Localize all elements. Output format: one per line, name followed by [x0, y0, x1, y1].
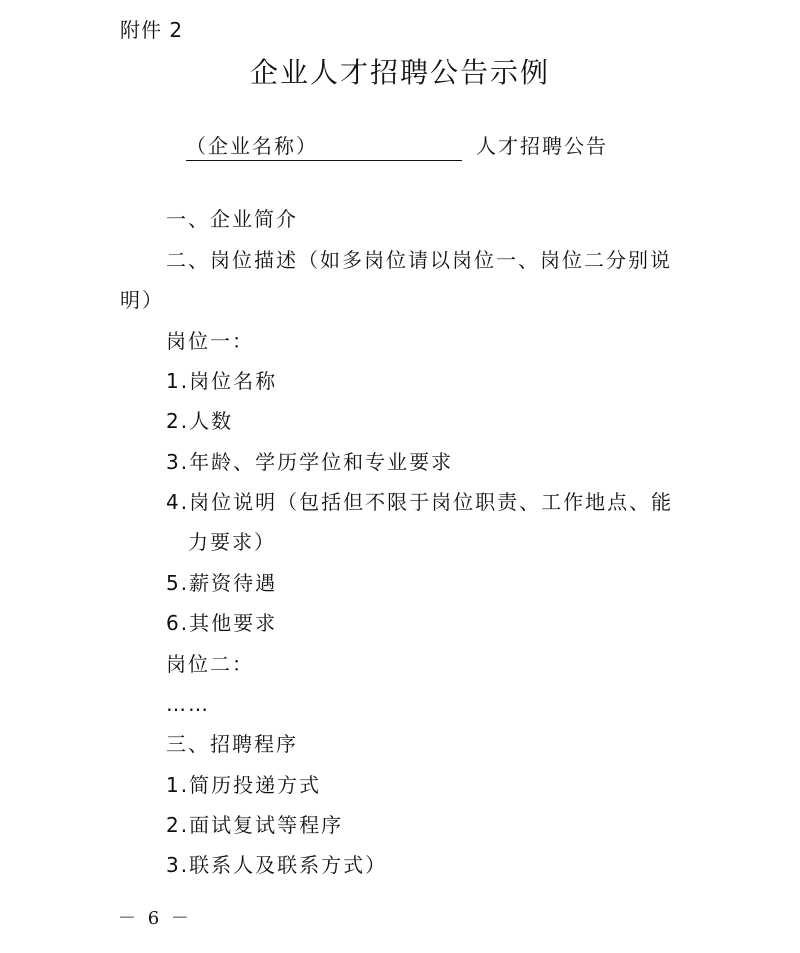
announcement-heading	[186, 134, 608, 161]
page-number: － 6 －	[118, 908, 192, 929]
section-job-description-line2: 明）	[120, 288, 164, 312]
position-one-heading: 岗位一：	[166, 329, 254, 353]
attachment-label: 附件 2	[120, 18, 184, 42]
announcement-heading-suffix: 人才招聘公告	[476, 134, 608, 158]
list-item-headcount: 2.人数	[166, 409, 234, 433]
list-item-contact: 3.联系人及联系方式）	[166, 853, 388, 877]
list-item-other-requirements: 6.其他要求	[166, 611, 278, 635]
position-two-heading: 岗位二：	[166, 652, 254, 676]
section-company-intro: 一、企业简介	[166, 207, 298, 231]
list-item-position-name: 1.岗位名称	[166, 369, 278, 393]
list-item-requirements: 3.年龄、学历学位和专业要求	[166, 450, 454, 474]
list-item-position-description-line2: 力要求）	[188, 530, 276, 554]
list-item-interview-procedure: 2.面试复试等程序	[166, 813, 344, 837]
section-job-description-line1: 二、岗位描述（如多岗位请以岗位一、岗位二分别说	[166, 248, 672, 272]
ellipsis: ……	[166, 692, 210, 716]
list-item-salary: 5.薪资待遇	[166, 571, 278, 595]
document-title: 企业人才招聘公告示例	[249, 56, 550, 89]
list-item-resume-submission: 1.简历投递方式	[166, 773, 322, 797]
list-item-position-description-line1: 4.岗位说明（包括但不限于岗位职责、工作地点、能	[166, 490, 674, 514]
company-name-blank: （企业名称）	[186, 134, 462, 161]
section-recruitment-procedure: 三、招聘程序	[166, 732, 298, 756]
